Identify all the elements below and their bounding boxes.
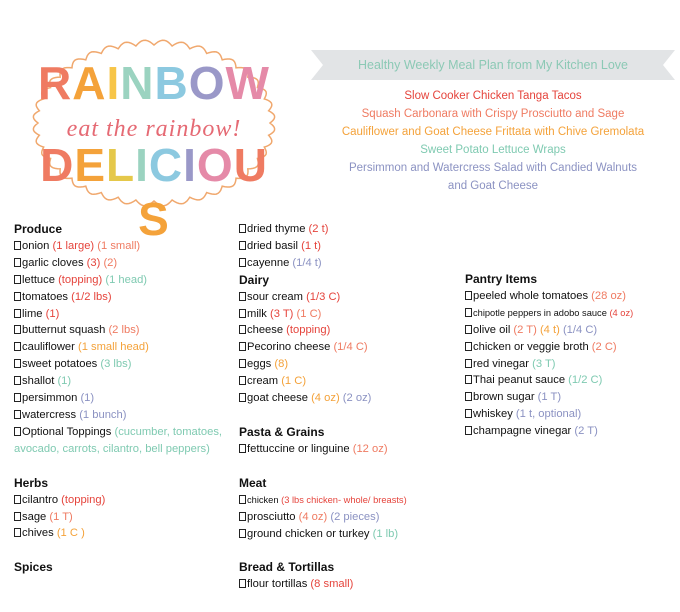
rainbow-letter: A (72, 57, 107, 109)
checkbox[interactable] (239, 376, 246, 385)
section-heading: Pantry Items (465, 272, 538, 286)
item-amount: (28 oz) (588, 289, 626, 302)
item-amount: (1 t, optional) (512, 408, 582, 421)
checkbox[interactable] (14, 528, 21, 537)
shopping-item (239, 492, 459, 509)
item-amount: (1 small) (94, 239, 141, 252)
delicious-letter: I (183, 139, 197, 191)
section-heading: Pasta & Grains (239, 424, 325, 439)
shopping-item (239, 356, 459, 373)
shopping-item (239, 509, 459, 526)
shopping-item (14, 407, 224, 424)
item-name: sweet potatoes (22, 358, 98, 371)
section-spacer (14, 458, 224, 475)
recipe-title: Sweet Potato Lettuce Wraps (420, 144, 566, 156)
checkbox[interactable] (239, 359, 246, 368)
item-amount: (1/4 C) (559, 323, 598, 336)
item-name: chipotle peppers in adobo sauce (473, 307, 607, 318)
checkbox[interactable] (465, 409, 472, 418)
rainbow-letter: O (188, 57, 226, 109)
item-name: onion (22, 239, 50, 252)
item-amount: (3 T) (266, 307, 294, 320)
rainbow-letter: N (120, 57, 155, 109)
shopping-item (239, 390, 459, 407)
checkbox[interactable] (239, 224, 246, 233)
item-amount: (1) (42, 307, 60, 320)
item-name: watercress (22, 408, 77, 421)
shopping-item (465, 288, 680, 305)
shopping-item (465, 423, 680, 440)
item-amount: (12 oz) (349, 442, 388, 455)
item-amount: (1 bunch) (76, 408, 127, 421)
item-name: Pecorino cheese (247, 341, 331, 354)
item-name: brown sugar (473, 391, 535, 404)
item-amount: (1/2 lbs) (68, 290, 112, 303)
checkbox[interactable] (465, 359, 472, 368)
item-name: red vinegar (473, 357, 529, 370)
checkbox[interactable] (465, 392, 472, 401)
item-amount: (2 T) (510, 323, 537, 336)
checkbox[interactable] (239, 325, 246, 334)
shopping-item (14, 424, 224, 458)
item-name: fettuccine or linguine (247, 442, 350, 455)
recipe-title: Persimmon and Watercress Salad with Candied Walnuts (348, 162, 638, 174)
shopping-item (14, 255, 224, 272)
checkbox[interactable] (14, 275, 21, 284)
item-name: Optional Toppings (22, 425, 112, 438)
item-amount: (4 oz) (295, 510, 328, 523)
item-name: chicken or veggie broth (473, 340, 589, 353)
delicious-letter: E (74, 139, 106, 191)
checkbox[interactable] (239, 444, 246, 453)
shopping-item (14, 322, 224, 339)
checkbox[interactable] (465, 342, 472, 351)
item-amount: (1/4 C) (330, 341, 368, 354)
checkbox[interactable] (14, 359, 21, 368)
item-amount: (1 head) (102, 273, 148, 286)
item-name: cream (247, 375, 279, 388)
shopping-item (465, 406, 680, 423)
checkbox[interactable] (465, 325, 472, 334)
shopping-item (465, 322, 680, 339)
item-amount: (1 large) (49, 239, 95, 252)
rainbow-letter: I (106, 57, 121, 109)
checkbox[interactable] (14, 292, 21, 301)
item-name: prosciutto (247, 510, 296, 523)
checkbox[interactable] (14, 309, 21, 318)
item-name: shallot (22, 375, 55, 388)
checkbox[interactable] (465, 291, 472, 300)
shopping-item (14, 289, 224, 306)
item-amount: (2) (100, 256, 118, 269)
item-amount: (1/3 C) (302, 290, 341, 303)
item-name: eggs (247, 358, 272, 371)
item-amount: (1 T) (534, 391, 562, 404)
section-spacer (239, 458, 459, 475)
item-name: Thai peanut sauce (473, 374, 566, 387)
shopping-item (239, 441, 459, 458)
delicious-letter: L (106, 139, 136, 191)
section-heading: Spices (14, 560, 53, 575)
delicious-letter: S (138, 193, 170, 245)
delicious-letter: U (233, 139, 268, 191)
rainbow-letter: W (225, 57, 270, 109)
checkbox[interactable] (239, 258, 246, 267)
item-amount: (2 pieces) (327, 510, 380, 523)
checkbox[interactable] (14, 258, 21, 267)
checkbox[interactable] (239, 241, 246, 250)
shopping-item (239, 238, 459, 255)
shopping-item (14, 238, 224, 255)
item-name: persimmon (22, 392, 78, 405)
item-name: garlic cloves (22, 256, 84, 269)
item-amount: (1/2 C) (565, 374, 603, 387)
item-amount: (4 oz) (307, 392, 340, 405)
delicious-letter: I (135, 139, 149, 191)
shopping-item (14, 356, 224, 373)
item-name: butternut squash (22, 324, 106, 337)
item-name: champagne vinegar (473, 425, 572, 438)
item-amount: (1 small head) (74, 341, 149, 354)
shopping-item (14, 373, 224, 390)
checkbox[interactable] (14, 512, 21, 521)
shopping-item (14, 492, 224, 509)
item-name: sage (22, 510, 47, 523)
checkbox[interactable] (239, 579, 246, 588)
item-name: whiskey (473, 408, 513, 421)
recipe-list (318, 87, 668, 195)
shopping-item (239, 526, 459, 543)
shopping-item (239, 221, 459, 238)
item-amount: (8) (271, 358, 289, 371)
item-amount: (4 oz) (606, 307, 634, 318)
section-spacer (14, 542, 224, 559)
shopping-item (14, 390, 224, 407)
logo-tagline: eat the rainbow! (66, 116, 242, 142)
recipe-title: Cauliflower and Goat Cheese Frittata with Chive Gremolata (341, 126, 645, 138)
item-name: cauliflower (22, 341, 75, 354)
shopping-item (14, 509, 224, 526)
item-amount: (1 lb) (369, 527, 399, 540)
shopping-item (239, 339, 459, 356)
item-name: sour cream (247, 290, 303, 303)
item-amount: (1 C ) (53, 527, 85, 540)
item-name: chives (22, 527, 54, 540)
checkbox[interactable] (465, 375, 472, 384)
item-name: olive oil (473, 323, 511, 336)
rainbow-letter: B (154, 57, 189, 109)
item-name: dried thyme (247, 223, 306, 235)
section-spacer (239, 407, 459, 424)
section-heading: Bread & Tortillas (239, 560, 335, 575)
item-name: cheese (247, 324, 284, 337)
section-spacer (239, 542, 459, 559)
item-amount: (3 lbs) (97, 358, 132, 371)
shopping-item (239, 322, 459, 339)
checkbox[interactable] (14, 393, 21, 402)
delicious-letter: O (196, 139, 234, 191)
banner-title: Healthy Weekly Meal Plan from My Kitchen Love (357, 58, 629, 72)
checkbox[interactable] (465, 308, 472, 317)
item-amount: (1 C) (293, 307, 322, 320)
item-name: tomatoes (22, 290, 69, 303)
shopping-item (14, 272, 224, 289)
item-amount: (2 oz) (339, 392, 372, 405)
item-amount: (1) (77, 392, 95, 405)
recipe-title: Slow Cooker Chicken Tanga Tacos (404, 90, 582, 102)
rainbow-letter: R (38, 57, 73, 109)
item-amount: (8 small) (307, 578, 354, 591)
shopping-item (465, 372, 680, 389)
title-banner (311, 50, 675, 80)
section-heading: Meat (239, 475, 267, 490)
shopping-column-1 (14, 221, 224, 576)
item-amount: (3 lbs chicken- whole/ breasts) (278, 494, 407, 505)
checkbox[interactable] (239, 342, 246, 351)
item-amount: (3 T) (528, 357, 556, 370)
checkbox[interactable] (14, 427, 21, 436)
shopping-item (239, 289, 459, 306)
shopping-item (14, 306, 224, 323)
checkbox[interactable] (239, 292, 246, 301)
item-amount: (3) (83, 256, 101, 269)
item-amount: (1 T) (46, 510, 73, 523)
checkbox[interactable] (239, 529, 246, 538)
checkbox[interactable] (465, 426, 472, 435)
item-name: ground chicken or turkey (247, 527, 370, 540)
item-name: goat cheese (247, 392, 308, 405)
delicious-letter: C (148, 139, 184, 191)
section-heading: Herbs (14, 475, 49, 490)
item-amount: (1 C) (278, 375, 307, 388)
item-name: flour tortillas (247, 578, 308, 591)
recipe-title: Squash Carbonara with Crispy Prosciutto and Sage (361, 108, 625, 120)
checkbox[interactable] (239, 393, 246, 402)
item-amount: (2 T) (571, 425, 598, 438)
shopping-item (465, 356, 680, 373)
item-name: lettuce (22, 273, 55, 286)
shopping-item (239, 373, 459, 390)
delicious-letter: D (40, 139, 75, 191)
item-amount: (4 t) (536, 323, 560, 336)
shopping-item (239, 306, 459, 323)
shopping-item (465, 389, 680, 406)
item-amount: (topping) (283, 324, 331, 337)
item-name: cayenne (247, 256, 290, 269)
item-amount: (2 lbs) (105, 324, 140, 337)
item-name: peeled whole tomatoes (473, 289, 589, 302)
item-amount: (2 t) (305, 223, 329, 235)
shopping-item (14, 339, 224, 356)
item-name: chicken (247, 494, 279, 505)
shopping-column-2 (239, 221, 459, 593)
checkbox[interactable] (239, 495, 246, 504)
checkbox[interactable] (14, 495, 21, 504)
checkbox[interactable] (239, 512, 246, 521)
section-heading: Produce (14, 222, 63, 236)
item-amount: (1) (54, 375, 72, 388)
recipe-title: and Goat Cheese (447, 180, 539, 192)
item-amount: (cucumber, tomatoes, avocado, carrots, cilantro, bell peppers) (14, 425, 223, 455)
item-name: cilantro (22, 493, 59, 506)
logo-word-rainbow (30, 56, 278, 110)
section-heading: Dairy (239, 272, 270, 287)
item-name: lime (22, 307, 43, 320)
item-name: milk (247, 307, 267, 320)
item-amount: (topping) (58, 493, 106, 506)
checkbox[interactable] (239, 309, 246, 318)
shopping-item (465, 305, 680, 322)
checkbox[interactable] (14, 325, 21, 334)
item-name: dried basil (247, 239, 298, 252)
checkbox[interactable] (14, 410, 21, 419)
shopping-item (239, 576, 459, 593)
checkbox[interactable] (14, 241, 21, 250)
shopping-column-3 (465, 271, 680, 440)
shopping-item (465, 339, 680, 356)
item-amount: (1/4 t) (289, 256, 322, 269)
item-amount: (1 t) (298, 239, 321, 252)
shopping-item (239, 255, 459, 272)
checkbox[interactable] (14, 342, 21, 351)
item-amount: (2 C) (588, 340, 617, 353)
item-amount: (topping) (54, 273, 103, 286)
shopping-item (14, 525, 224, 542)
checkbox[interactable] (14, 376, 21, 385)
